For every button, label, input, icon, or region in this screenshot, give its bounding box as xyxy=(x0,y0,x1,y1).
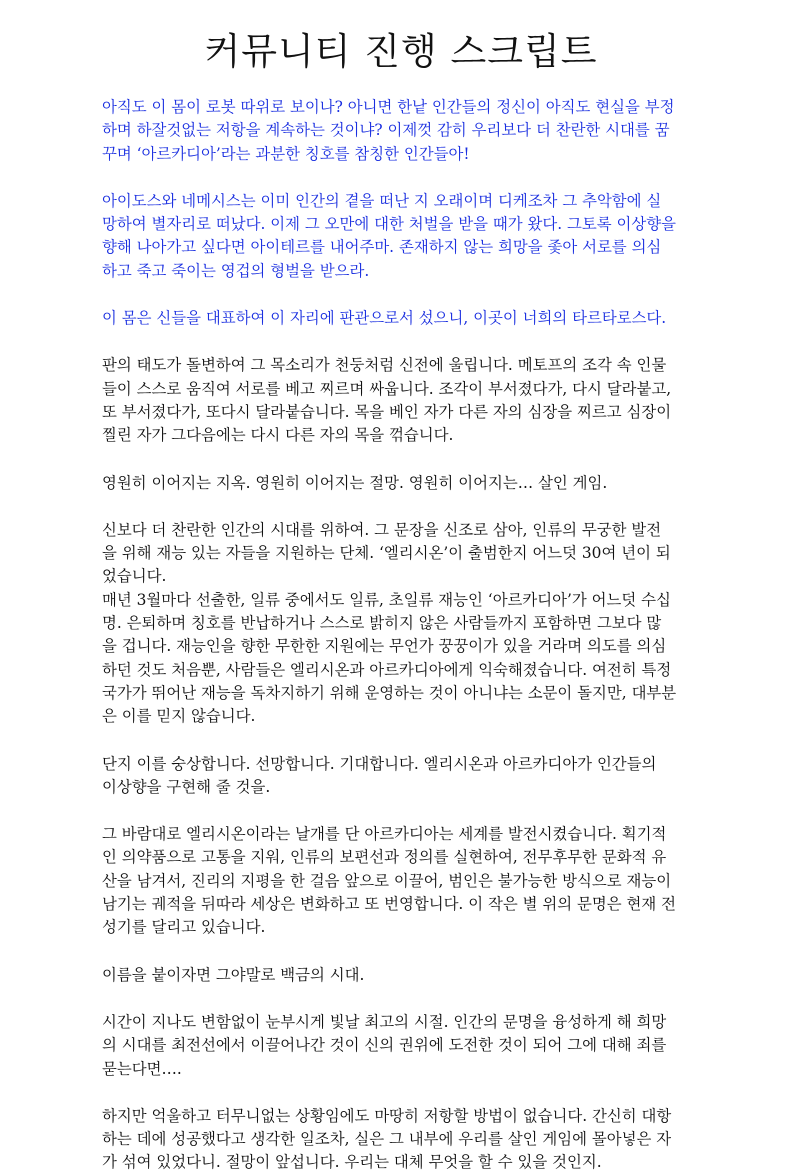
paragraph: 신보다 더 찬란한 인간의 시대를 위하여. 그 문장을 신조로 삼아, 인류의 무궁한 발전 을 위해 재능 있는 자들을 지원하는 단체. ‘엘리시온’이 출범한지 어느덧 30여 년이 되 었습니다. xyxy=(102,520,671,586)
paragraph: 아직도 이 몸이 로봇 따위로 보이나? 아니면 한낱 인간들의 정신이 아직도 현실을 부정 하며 하잘것없는 저항을 계속하는 것이냐? 이제껏 감히 우리보다 더 찬란한 시대를 꿈 꾸며 ‘아르카디아’라는 과분한 칭호를 참칭한 인간들아! xyxy=(102,98,675,163)
script-body xyxy=(102,96,700,1175)
paragraph: 단지 이를 숭상합니다. 선망합니다. 기대합니다. 엘리시온과 아르카디아가 인간들의 이상향을 구현해 줄 것을. xyxy=(102,754,657,796)
paragraph: 이 몸은 신들을 대표하여 이 자리에 판관으로서 섰으니, 이곳이 너희의 타르타로스다. xyxy=(102,309,667,328)
paragraph: 아이도스와 네메시스는 이미 인간의 곁을 떠난 지 오래이며 디케조차 그 추악함에 실 망하여 별자리로 떠났다. 이제 그 오만에 대한 처벌을 받을 때가 왔다. 그토록 이상향을 향해 나아가고 싶다면 아이테르를 내어주마. 존재하지 않는 희망을 좇아 서로를 의심 하고 죽고 죽이는 영겁의 형벌을 받으라. xyxy=(102,191,676,280)
paragraph: 판의 태도가 돌변하여 그 목소리가 천둥처럼 신전에 울립니다. 메토프의 조각 속 인물 들이 스스로 움직여 서로를 베고 찌르며 싸웁니다. 조각이 부서졌다가, 다시 달라붙고, 또 부서졌다가, 또다시 달라붙습니다. 목을 베인 자가 다른 자의 심장을 찌르고 심장이 찔린 자가 그다음에는 다시 다른 자의 목을 꺾습니다. xyxy=(102,356,672,445)
paragraph: 이름을 붙이자면 그야말로 백금의 시대. xyxy=(102,965,365,984)
paragraph: 하지만 억울하고 터무니없는 상황임에도 마땅히 저항할 방법이 없습니다. 간신히 대항 하는 데에 성공했다고 생각한 일조차, 실은 그 내부에 우리를 살인 게임에 몰아넣은 자 가 섞여 있었다니. 절망이 앞섭니다. 우리는 대체 무엇을 할 수 있을 것인지. xyxy=(102,1106,672,1172)
paragraph: 영원히 이어지는 지옥. 영원히 이어지는 절망. 영원히 이어지는… 살인 게임. xyxy=(102,473,608,492)
paragraph: 그 바람대로 엘리시온이라는 날개를 단 아르카디아는 세계를 발전시켰습니다. 획기적 인 의약품으로 고통을 지워, 인류의 보편선과 정의를 실현하여, 전무후무한 문화적 유 산을 남겨서, 진리의 지평을 한 걸음 앞으로 이끌어, 범인은 불가능한 방식으로 재능이 남기는 궤적을 뒤따라 세상은 변화하고 또 번영합니다. 이 작은 별 위의 문명은 현재 전 성기를 달리고 있습니다. xyxy=(102,825,676,937)
paragraph: 매년 3월마다 선출한, 일류 중에서도 일류, 초일류 재능인 ‘아르카디아’가 어느덧 수십 명. 은퇴하며 칭호를 반납하거나 스스로 밝히지 않은 사람들까지 포함하면 그보다 많 을 겁니다. 재능인을 향한 무한한 지원에는 무언가 꿍꿍이가 있을 거라며 의도를 의심 하던 것도 처음뿐, 사람들은 엘리시온과 아르카디아에게 익숙해졌습니다. 여전히 특정 국가가 뛰어난 재능을 독차지하기 위해 운영하는 것이 아니냐는 소문이 돌지만, 대부분 은 이를 믿지 않습니다. xyxy=(102,590,677,726)
page-title: 커뮤니티 진행 스크립트 xyxy=(204,30,598,73)
paragraph: 시간이 지나도 변함없이 눈부시게 빛날 최고의 시절. 인간의 문명을 융성하게 해 희망 의 시대를 최전선에서 이끌어나간 것이 신의 권위에 도전한 것이 되어 그에 대해 죄를 묻는다면…. xyxy=(102,1012,667,1078)
